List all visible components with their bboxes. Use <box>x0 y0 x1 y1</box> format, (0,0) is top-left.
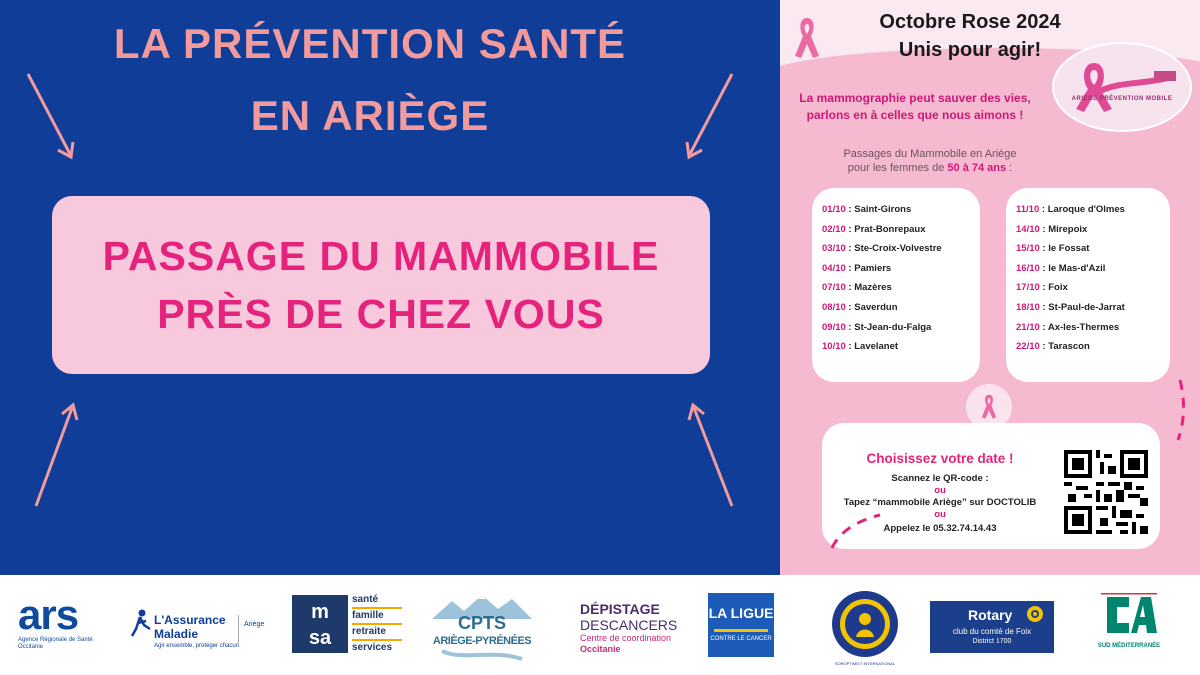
cta-scan: Scannez le QR-code : <box>891 473 989 484</box>
date-label: 07/10 <box>822 282 846 294</box>
separator: : <box>1039 204 1048 215</box>
separator: : <box>845 204 855 215</box>
separator: : <box>845 243 855 255</box>
place-label: St-Jean-du-Falga <box>854 321 932 333</box>
separator: : <box>845 301 855 313</box>
msa-logo <box>292 593 412 657</box>
date-label: 10/10 <box>822 341 846 353</box>
rotary-wheel-icon <box>1026 605 1044 623</box>
cta-phone: Appelez le 05.32.74.14.43 <box>883 523 997 534</box>
cpts-line-1: CPTS <box>457 613 506 633</box>
ligue-line-2: CONTRE LE CANCER <box>710 636 772 642</box>
title-line-2: EN ARIÈGE <box>250 92 490 139</box>
page-title <box>0 8 740 152</box>
msa-line: famille <box>352 609 402 625</box>
arrow-top-left-icon <box>22 70 82 162</box>
separator: : <box>1039 301 1049 313</box>
walking-figure-icon <box>128 609 154 637</box>
ligue-stripe <box>714 629 768 632</box>
cta-or-2: ou <box>934 509 946 520</box>
msa-line: santé <box>352 593 402 609</box>
partner-logos-bar <box>0 575 1200 675</box>
cta-doctolib: Tapez “mammobile Ariège” sur DOCTOLIB <box>843 497 1037 508</box>
date-label: 04/10 <box>822 262 846 274</box>
date-label: 18/10 <box>1016 301 1040 313</box>
separator: : <box>1039 321 1048 333</box>
rotary-line-3: District 1700 <box>972 638 1012 645</box>
am-line-1: L'Assurance <box>154 613 226 627</box>
place-label: le Fossat <box>1048 243 1090 255</box>
separator: : <box>845 282 855 294</box>
cta-title: Choisissez votre date ! <box>866 451 1014 466</box>
arrow-bottom-right-icon <box>680 400 740 510</box>
separator: : <box>845 321 855 333</box>
msa-lines <box>352 593 402 655</box>
rotary-line-2: club du comté de Foix <box>952 627 1032 636</box>
poster-panel <box>780 0 1200 575</box>
logo-text: ARIÈGE PRÉVENTION MOBILE <box>1071 96 1173 102</box>
date-label: 16/10 <box>1016 262 1040 274</box>
ars-subtitle: Agence Régionale de Santé Occitanie <box>18 637 93 650</box>
rotary-line-1: Rotary <box>968 607 1013 623</box>
am-line-2: Maladie <box>154 627 199 641</box>
am-divider <box>238 615 239 643</box>
title-line-1: LA PRÉVENTION SANTÉ <box>113 20 627 67</box>
credit-agricole-logo <box>1094 593 1164 657</box>
separator: : <box>1039 262 1049 274</box>
soroptimist-text: SOROPTIMIST INTERNATIONAL <box>834 661 896 666</box>
poster-title-line-2: Unis pour agir! <box>898 39 1042 61</box>
place-label: Lavelanet <box>854 341 899 353</box>
separator: : <box>1039 243 1049 255</box>
place-label: le Mas-d'Azil <box>1048 262 1106 274</box>
place-label: St-Paul-de-Jarrat <box>1048 301 1125 313</box>
separator: : <box>1039 223 1049 235</box>
ca-text: SUD MÉDITERRANÉE <box>1097 643 1161 649</box>
place-label: Ste-Croix-Volvestre <box>854 243 942 255</box>
msa-mark: m sa <box>292 595 348 653</box>
decorative-dashes <box>780 0 1200 575</box>
place-label: Tarascon <box>1048 341 1090 353</box>
intro-prefix: pour les femmes de <box>847 162 948 174</box>
headline-box <box>52 196 710 374</box>
date-label: 02/10 <box>822 223 846 235</box>
cpts-line-2: ARIÈGE-PYRÉNÉES <box>432 635 532 647</box>
date-label: 09/10 <box>822 321 846 333</box>
assurance-maladie-logo <box>128 593 273 657</box>
headline-line-1: PASSAGE DU MAMMOBILE <box>102 233 660 279</box>
date-label: 03/10 <box>822 243 846 255</box>
place-label: Mirepoix <box>1048 223 1088 235</box>
soroptimist-logo <box>830 593 900 666</box>
date-label: 08/10 <box>822 301 846 313</box>
separator: : <box>1039 282 1049 294</box>
depistage-line-4: Occitanie <box>580 644 621 654</box>
soroptimist-seal-icon <box>830 589 900 659</box>
date-label: 01/10 <box>822 204 846 215</box>
headline-line-2: PRÈS DE CHEZ VOUS <box>157 291 605 337</box>
am-department: Ariège <box>244 621 265 628</box>
ligue-line-1: LA LIGUE <box>708 605 774 621</box>
intro-age: 50 à 74 ans <box>947 162 1007 174</box>
depistage-line-1: DÉPISTAGE <box>580 601 660 617</box>
am-tagline: Agir ensemble, protéger chacun <box>154 643 240 649</box>
separator: : <box>845 341 855 353</box>
date-label: 17/10 <box>1016 282 1040 294</box>
separator: : <box>1039 341 1049 353</box>
cta-or-1: ou <box>934 485 946 496</box>
ca-mark-icon <box>1101 593 1157 639</box>
place-label: Ax-les-Thermes <box>1047 321 1120 333</box>
date-label: 15/10 <box>1016 243 1040 255</box>
separator: : <box>845 262 855 274</box>
ars-brand: ars <box>18 591 79 638</box>
tagline-line-2: parlons en à celles que nous aimons ! <box>806 108 1024 122</box>
intro-line-1: Passages du Mammobile en Ariège <box>843 148 1017 160</box>
tagline-line-1: La mammographie peut sauver des vies, <box>799 91 1031 105</box>
poster-title-line-1: Octobre Rose 2024 <box>879 11 1061 33</box>
intro-suffix: : <box>1006 162 1013 174</box>
place-label: Saverdun <box>854 301 898 313</box>
msa-line: services <box>352 642 393 653</box>
depistage-line-2: DESCANCERS <box>580 617 678 633</box>
river-icon <box>432 649 532 663</box>
arrow-top-right-icon <box>680 70 740 162</box>
place-label: Foix <box>1048 282 1068 294</box>
place-label: Laroque d'Olmes <box>1047 204 1125 215</box>
date-label: 11/10 <box>1016 204 1040 215</box>
depistage-line-3: Centre de coordination <box>580 633 672 643</box>
rotary-logo <box>930 601 1054 653</box>
date-label: 14/10 <box>1016 223 1040 235</box>
ars-logo <box>18 593 108 657</box>
date-label: 21/10 <box>1016 321 1040 333</box>
depistage-cancers-logo <box>580 593 690 657</box>
separator: : <box>845 223 855 235</box>
la-ligue-logo <box>708 593 774 657</box>
arrow-bottom-left-icon <box>28 400 88 510</box>
place-label: Prat-Bonrepaux <box>854 223 926 235</box>
cpts-logo <box>432 593 532 657</box>
place-label: Pamiers <box>854 262 892 274</box>
date-label: 22/10 <box>1016 341 1040 353</box>
place-label: Mazères <box>854 282 892 294</box>
msa-line: retraite <box>352 625 402 641</box>
place-label: Saint-Girons <box>854 204 912 215</box>
